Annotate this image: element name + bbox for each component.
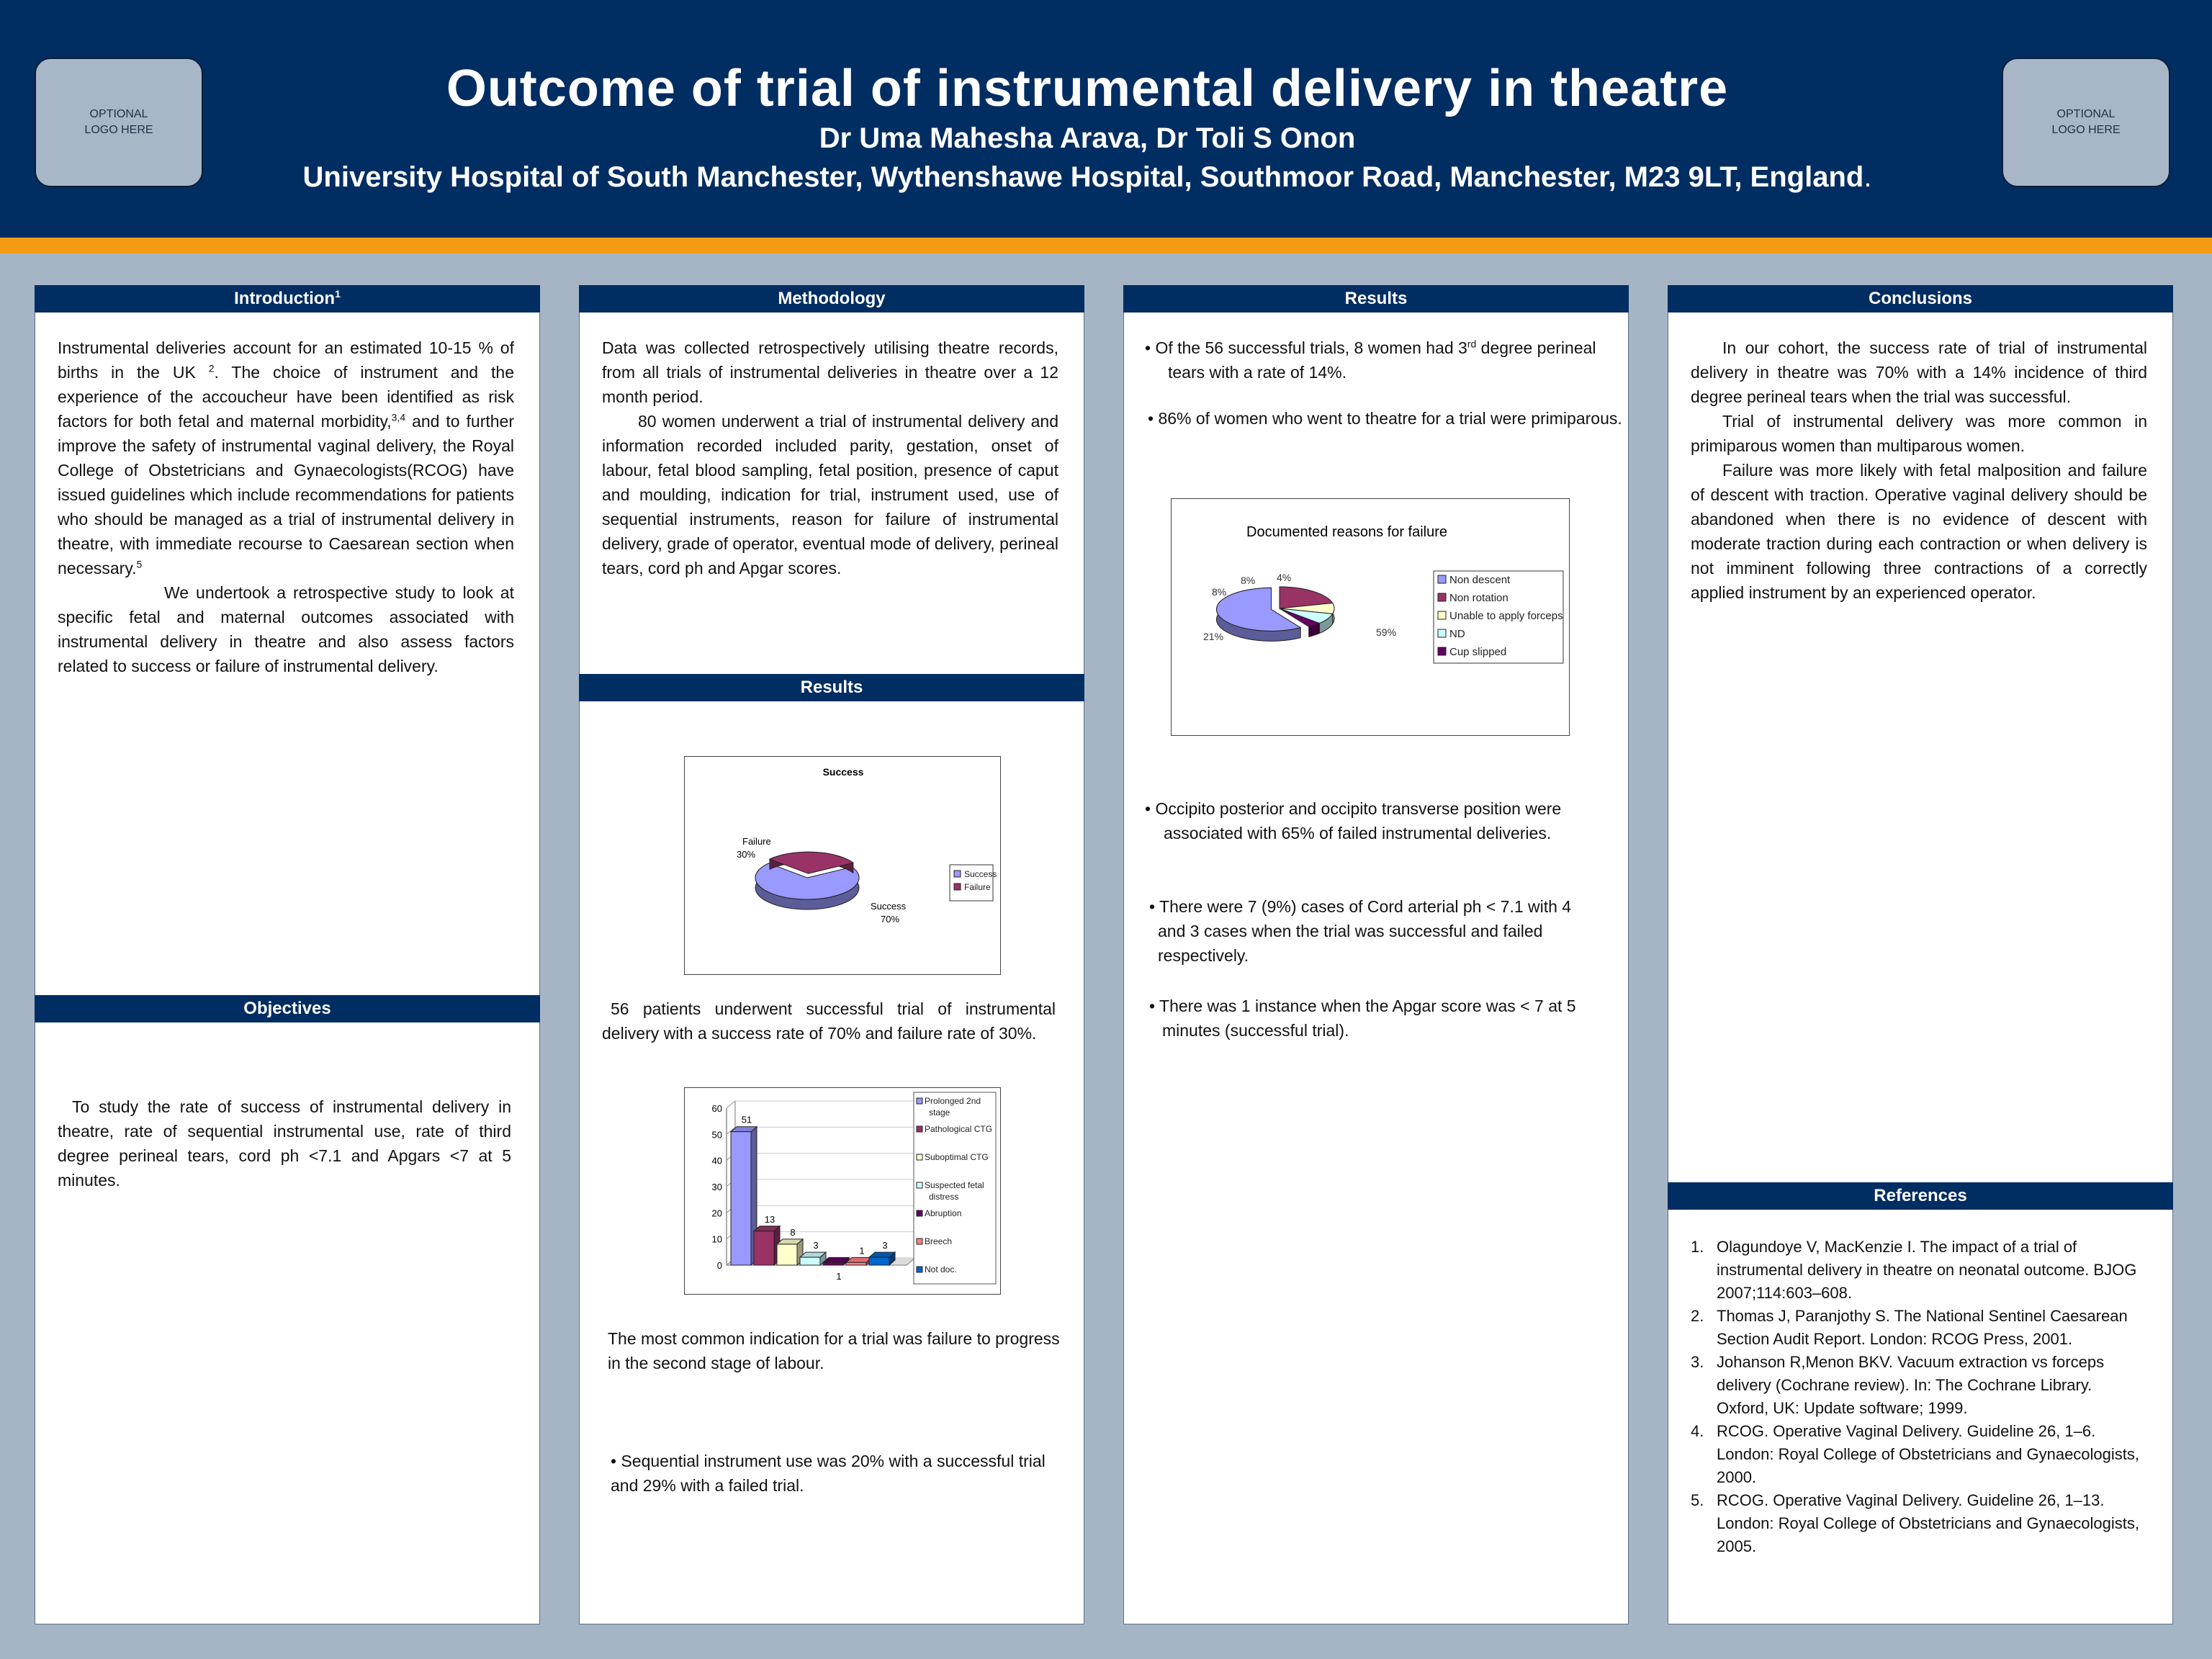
conclusions-header: Conclusions: [1668, 285, 2173, 313]
legend-swatch: [917, 1238, 922, 1244]
results-mid-header: Results: [579, 674, 1084, 701]
results-mid-text-3: • Sequential instrument use was 20% with a successful trial and 29% with a failed trial.: [611, 1452, 1046, 1495]
legend-label: Success: [964, 869, 997, 879]
bar-data-label: 1: [836, 1271, 842, 1282]
methodology-header: Methodology: [579, 285, 1084, 313]
bar: [754, 1231, 774, 1265]
pie-label-failure: Failure: [742, 836, 771, 847]
result-bullet-apgar: • There was 1 instance when the Apgar score was < 7 at 5 minutes (successful trial).: [1149, 997, 1576, 1040]
legend-swatch: [1438, 629, 1446, 637]
logo-placeholder-right: OPTIONAL LOGO HERE: [2002, 58, 2170, 187]
result-bullet-position: • Occipito posterior and occipito transverse position were associated with 65% of failed instrumental deliveries.: [1145, 799, 1562, 842]
y-tick-label: 30: [711, 1182, 722, 1192]
success-pie-chart: [684, 756, 1001, 975]
y-tick-label: 40: [711, 1155, 722, 1166]
legend-label: Not doc.: [925, 1264, 957, 1274]
bar-data-label: 1: [859, 1245, 865, 1256]
authors: Dr Uma Mahesha Arava, Dr Toli S Onon: [819, 122, 1356, 154]
legend-swatch: [917, 1154, 922, 1160]
pie3-label-rotation: 21%: [1203, 631, 1224, 642]
legend-label: ND: [1449, 628, 1465, 640]
legend-swatch: [917, 1126, 922, 1132]
bar-data-label: 8: [790, 1226, 796, 1238]
legend-swatch: [1438, 611, 1446, 619]
reference-item: 5. RCOG. Operative Vaginal Delivery. Guideline 26, 1–13. London: Royal College of Obstetricians and Gynaecologists, 2005.: [1691, 1491, 2140, 1555]
bar-data-label: 51: [741, 1114, 752, 1125]
legend-label: Breech: [925, 1236, 953, 1246]
pie3-label-cup: 4%: [1277, 572, 1292, 583]
poster-header: [0, 0, 2212, 238]
result-bullet-cord-ph: • There were 7 (9%) cases of Cord arterial ph < 7.1 with 4 and 3 cases when the trial was successful and failed respectively.: [1149, 897, 1572, 965]
y-tick-line: [727, 1101, 735, 1108]
legend-label: distress: [929, 1192, 959, 1202]
y-tick-label: 50: [711, 1129, 722, 1141]
failure-pie-svg: [1172, 499, 1569, 735]
legend-swatch: [917, 1182, 922, 1188]
pie3-label-descent: 59%: [1376, 626, 1397, 638]
logo-placeholder-left: OPTIONAL LOGO HERE: [35, 58, 203, 187]
indication-bar-chart: [684, 1087, 1001, 1295]
reference-item: 1. Olagundoye V, MacKenzie I. The impact of a trial of instrumental delivery in theatre on neonatal outcome. BJOG 2007;114:603–608.: [1691, 1238, 2137, 1302]
results-mid-text-2: The most common indication for a trial was failure to progress in the second stage of labour.: [608, 1329, 1060, 1372]
bar: [800, 1257, 820, 1265]
reference-item: 2. Thomas J, Paranjothy S. The National Sentinel Caesarean Section Audit Report. London: RCOG Press, 2001.: [1691, 1307, 2128, 1348]
indication-bar-svg: [685, 1088, 1000, 1294]
legend-label: Unable to apply forceps: [1449, 610, 1563, 622]
y-tick-label: 10: [711, 1233, 722, 1245]
pie-label-failure-pct: 30%: [737, 849, 756, 860]
methodology-text: Data was collected retrospectively utilising theatre records, from all trials of instrumental deliveries in theatre over a 12 month period. 80 women underwent a trial of instrumental delivery and information recorded included parity, gestation, onset of labour, fetal blood sampling, fetal position, presence of caput and moulding, indication for trial, instrument used, use of sequential instruments, reason for failure of instrumental delivery, grade of operator, eventual mode of delivery, perineal tears, cord ph and Apgar scores.: [602, 338, 1058, 577]
y-tick-label: 0: [716, 1260, 722, 1271]
result-bullet-primiparous: • 86% of women who went to theatre for a trial were primiparous.: [1148, 409, 1622, 428]
legend-label: Pathological CTG: [925, 1124, 993, 1134]
conclusions-text: In our cohort, the success rate of trial of instrumental delivery in theatre was 70% with a 14% incidence of third degree perineal tears when the trial was successful. Trial of instrumental delivery was more common in primiparous women than multiparous women. Failure was more likely with fetal malposition and failure of descent with traction. Operative vaginal delivery should be abandoned when there is no evidence of descent with moderate traction during each contraction or when delivery is not imminent following three contractions of a correctly applied instrument by an experienced operator.: [1691, 338, 2147, 602]
legend-swatch: [954, 884, 961, 890]
legend-label: Suspected fetal: [925, 1180, 984, 1190]
affiliation: University Hospital of South Manchester, Wythenshawe Hospital, Southmoor Road, Manchester, M23 9LT, England.: [302, 161, 1872, 193]
objectives-text: To study the rate of success of instrumental delivery in theatre, rate of sequential instrumental use, rate of third degree perineal tears, cord ph <7.1 and Apgars <7 at 5 minutes.: [58, 1097, 511, 1190]
chart-title: Success: [822, 766, 864, 778]
chart-title: Documented reasons for failure: [1246, 524, 1448, 540]
y-tick-label: 20: [711, 1208, 722, 1219]
legend-swatch: [917, 1098, 922, 1104]
bar: [823, 1262, 843, 1265]
legend-label: Failure: [964, 882, 991, 892]
accent-stripe: [0, 238, 2212, 253]
pie-label-success-pct: 70%: [881, 914, 900, 925]
legend-swatch: [1438, 593, 1446, 601]
results-right-header: Results: [1123, 285, 1629, 313]
objectives-header: Objectives: [35, 995, 540, 1022]
introduction-header: Introduction$^1$: [35, 285, 540, 313]
introduction-text: Instrumental deliveries account for an estimated 10-15 % of births in the UK $^2$. The choice of instrument and the experience of the accoucheur have been identified as risk factors for both fetal and maternal morbidity,$^{3,4}$ and to further improve the safety of instrumental vaginal delivery, the Royal College of Obstetricians and Gynaecologists(RCOG) have issued guidelines which include recommendations for patients who should be managed as a trial of instrumental delivery in theatre, with immediate recourse to Caesarean section when necessary.$^5$ We undertook a retrospective study to look at specific fetal and maternal outcomes associated with instrumental delivery in theatre and also assess factors related to success or failure of instrumental delivery.: [58, 338, 515, 675]
bar-data-label: 13: [764, 1213, 775, 1225]
reference-item: 4. RCOG. Operative Vaginal Delivery. Guideline 26, 1–6. London: Royal College of Obstetricians and Gynaecologists, 2000.: [1691, 1422, 2140, 1486]
legend-swatch: [954, 871, 961, 877]
legend-label: Prolonged 2nd: [925, 1096, 981, 1106]
bar: [846, 1262, 866, 1265]
bar: [869, 1257, 889, 1265]
poster-title: Outcome of trial of instrumental delivery in theatre: [446, 60, 1729, 117]
legend-label: Non rotation: [1449, 592, 1509, 604]
references-header: References: [1668, 1182, 2173, 1210]
pie3-label-forceps: 8%: [1241, 575, 1256, 586]
pie3-label-nd: 8%: [1212, 586, 1227, 598]
y-tick-label: 60: [711, 1103, 722, 1114]
legend-swatch: [1438, 575, 1446, 583]
failure-reasons-pie-chart: [1171, 498, 1570, 736]
legend-swatch: [1438, 647, 1446, 655]
references-list: [1691, 1236, 2144, 1558]
reference-item: 3. Johanson R,Menon BKV. Vacuum extraction vs forceps delivery (Cochrane review). In: The Cochrane Library. Oxford, UK: Update software; 1999.: [1691, 1353, 2105, 1417]
bar-data-label: 3: [813, 1240, 819, 1251]
legend-label: Non descent: [1449, 574, 1511, 586]
result-bullet-tears: • Of the 56 successful trials, 8 women had 3rd degree perineal tears with a rate of 14%.: [1145, 338, 1596, 382]
legend-label: Abruption: [925, 1208, 962, 1218]
success-pie-svg: [685, 757, 1000, 974]
legend-label: Suboptimal CTG: [925, 1152, 989, 1162]
legend-swatch: [917, 1210, 922, 1216]
bar: [731, 1132, 751, 1265]
legend-label: stage: [929, 1107, 950, 1118]
results-mid-text-1: 56 patients underwent successful trial of instrumental delivery with a success rate of 70% and failure rate of 30%.: [602, 999, 1056, 1043]
bar: [777, 1244, 797, 1265]
pie-label-success: Success: [871, 901, 907, 912]
legend-swatch: [917, 1267, 922, 1272]
bar-data-label: 3: [882, 1240, 888, 1251]
legend-label: Cup slipped: [1449, 646, 1507, 658]
